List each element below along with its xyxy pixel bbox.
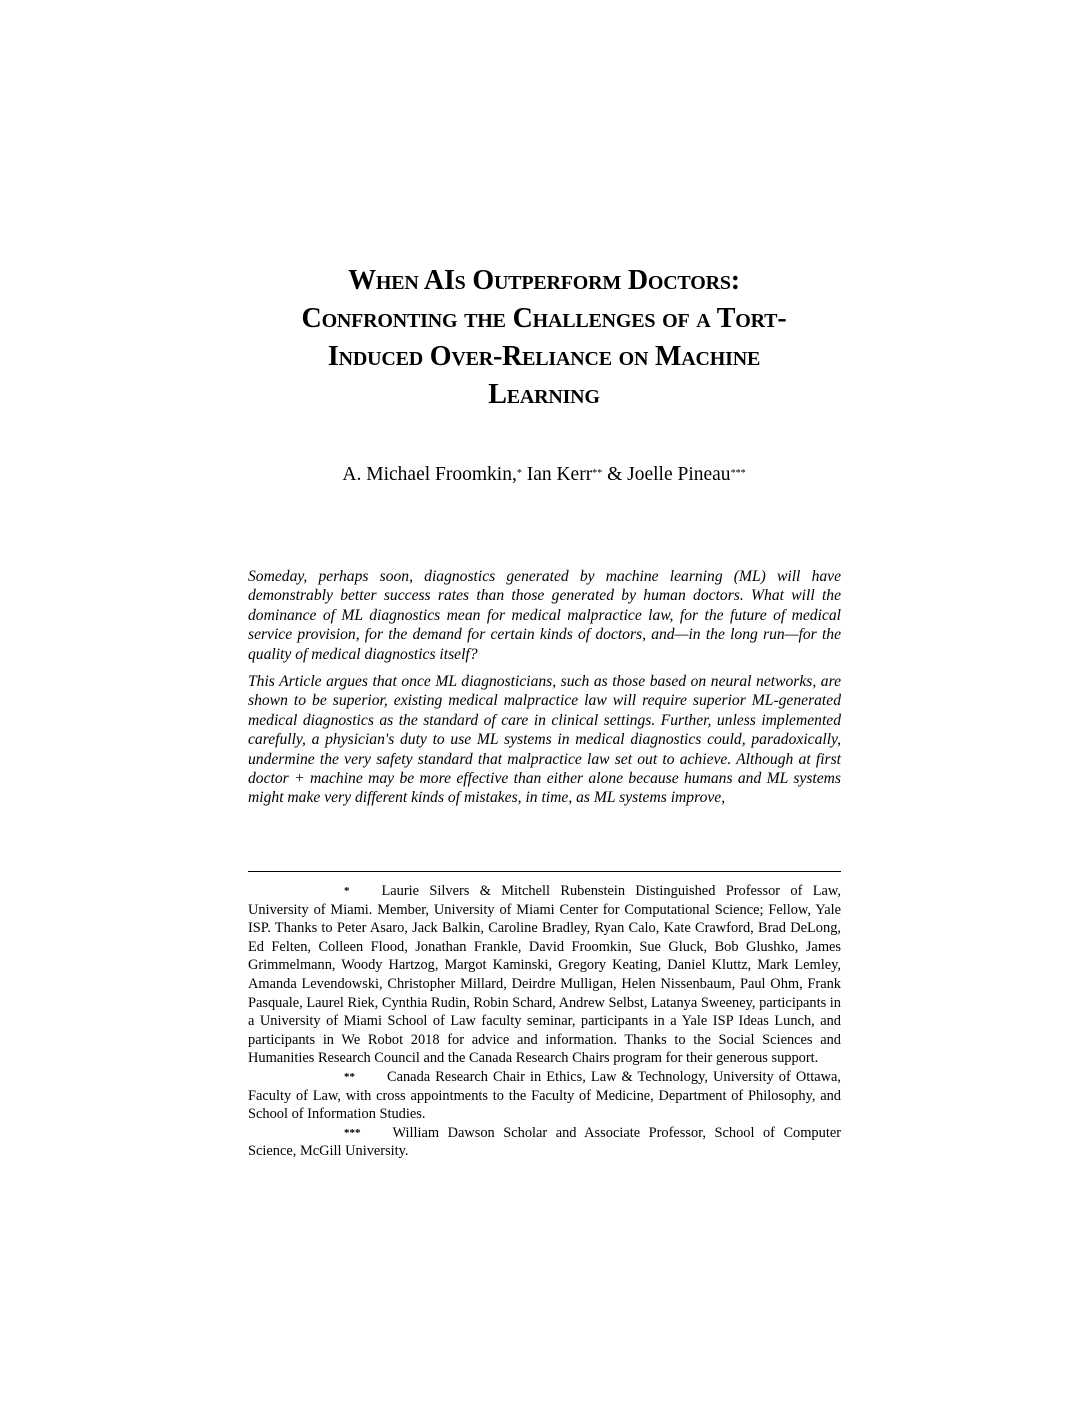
footnote — [248, 882, 841, 1068]
author-name: & Joelle Pineau — [602, 464, 731, 485]
author-line — [230, 462, 858, 488]
footnote — [248, 1124, 841, 1161]
footnote-divider — [248, 871, 841, 872]
footnote-marker: ** — [344, 1070, 355, 1083]
author-name: Ian Kerr — [521, 464, 593, 485]
title-line: When AIs Outperform Doctors: — [348, 265, 740, 296]
abstract-paragraph: This Article argues that once ML diagnosticians, such as those based on neural networks, are shown to be superior, existing medical malpractice law will require superior ML-generated medical diagnostics as the standard of care in clinical settings. Further, unless implemented carefully, a physician's duty to use ML systems in medical diagnostics could, paradoxically, undermine the very safety standard that malpractice law set out to achieve. Although at first doctor + machine may be more effective than either alone because humans and ML systems might make very different kinds of mistakes, in time, as ML systems improve, — [248, 673, 841, 807]
abstract — [248, 567, 841, 816]
abstract-paragraph: Someday, perhaps soon, diagnostics generated by machine learning (ML) will have demonstrably better success rates than those generated by human doctors. What will the dominance of ML diagnostics mean for medical malpractice law, for the future of medical service provision, for the demand for certain kinds of doctors, and—in the long run—for the quality of medical diagnostics itself? — [248, 568, 841, 663]
footnote-marker: * — [344, 885, 350, 897]
title-line: Induced Over-Reliance on Machine — [327, 341, 761, 372]
author-name: A. Michael Froomkin, — [342, 464, 517, 485]
footnote-marker: * — [516, 468, 522, 479]
footnote — [248, 1068, 841, 1124]
title-line: Confronting the Challenges of a Tort- — [301, 303, 787, 334]
footnotes — [248, 882, 841, 1161]
footnote-text: William Dawson Scholar and Associate Professor, School of Computer Science, McGill University. — [248, 1124, 841, 1160]
footnote-text: Laurie Silvers & Mitchell Rubenstein Distinguished Professor of Law, University of Miami. Member, University of Miami Center for Computational Science; Fellow, Yale ISP. Thanks to Peter Asaro, Jack Balkin, Caroline Bradley, Ryan Calo, Kate Crawford, Brad DeLong, Ed Felten, Colleen Flood, Jonathan Frankle, David Froomkin, Sue Gluck, Bob Glushko, James Grimmelmann, Woody Hartzog, Margot Kaminski, Gregory Keating, Daniel Kluttz, Mark Lemley, Amanda Levendowski, Christopher Millard, Deirdre Mulligan, Helen Nissenbaum, Paul Ohm, Frank Pasquale, Laurel Riek, Cynthia Rudin, Robin Schard, Andrew Selbst, Latanya Sweeney, participants in a University of Miami School of Law faculty seminar, participants in a Yale ISP Ideas Lunch, and participants in We Robot 2018 for advice and information. Thanks to the Social Sciences and Humanities Research Council and the Canada Research Chairs program for their generous support. — [248, 883, 841, 1067]
article-title — [230, 262, 858, 414]
footnote-marker: ** — [592, 468, 603, 479]
footnote-text: Canada Research Chair in Ethics, Law & Technology, University of Ottawa, Faculty of Law, with cross appointments to the Faculty of Medicine, Department of Philosophy, and School of Information Studies. — [248, 1068, 841, 1123]
footnote-marker: *** — [344, 1126, 361, 1139]
footnote-marker: *** — [730, 468, 746, 479]
title-line: Learning — [488, 379, 600, 410]
